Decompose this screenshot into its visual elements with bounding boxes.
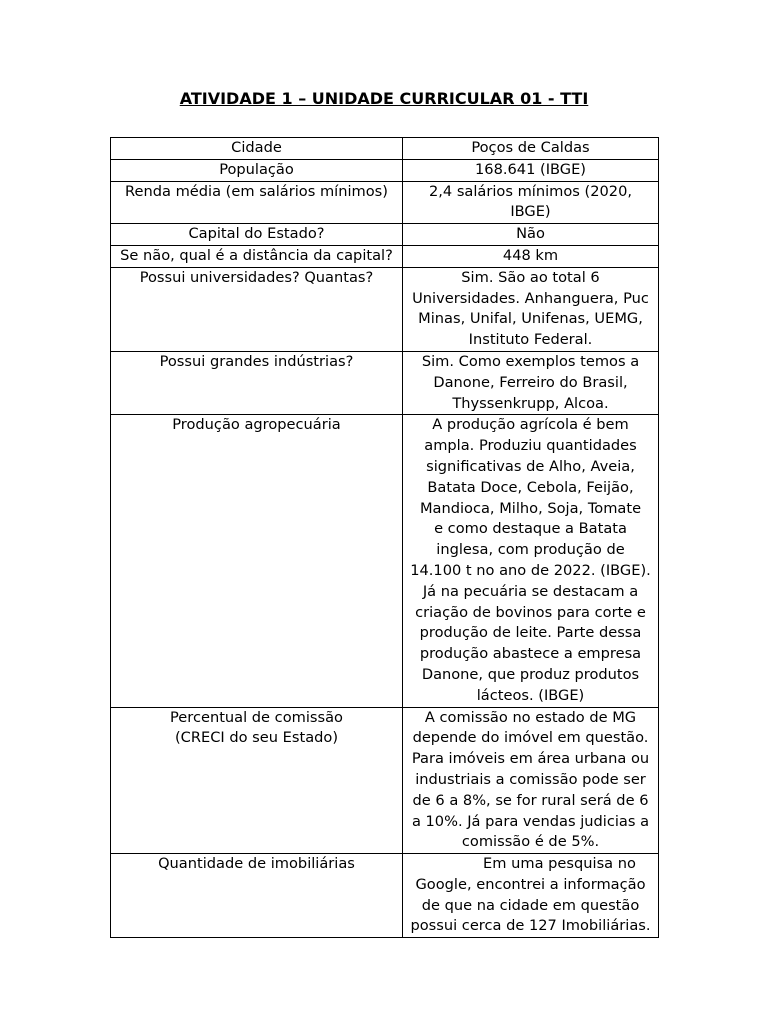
row-label-text: Cidade xyxy=(231,139,282,156)
row-label-cell xyxy=(111,159,403,181)
row-value-text: depende do imóvel em questão. xyxy=(412,729,649,747)
row-label-cell xyxy=(111,707,403,854)
table-row xyxy=(111,707,659,854)
row-value-text: Minas, Unifal, Unifenas, UEMG, xyxy=(418,310,643,328)
row-value-cell xyxy=(403,854,659,938)
row-label-cell xyxy=(111,415,403,707)
row-value-text: Em uma pesquisa no xyxy=(483,855,636,873)
row-value-text: de 6 a 8%, se for rural será de 6 xyxy=(412,791,649,809)
row-value-text: 448 km xyxy=(502,246,559,264)
row-label-cell xyxy=(111,138,403,160)
row-value-text: Instituto Federal. xyxy=(468,331,593,349)
row-value-text: Danone, Ferreiro do Brasil, xyxy=(433,373,628,391)
table-row xyxy=(111,245,659,267)
table-row xyxy=(111,138,659,160)
row-label-cell xyxy=(111,181,403,224)
row-label-cell xyxy=(111,245,403,267)
city-info-table-body xyxy=(111,138,659,938)
row-label-text: (CRECI do seu Estado) xyxy=(174,729,339,747)
row-value-text: e como destaque a Batata xyxy=(434,520,627,538)
row-value-cell xyxy=(403,159,659,181)
table-row xyxy=(111,224,659,246)
row-value-cell xyxy=(403,245,659,267)
city-info-table xyxy=(110,137,659,938)
row-value-cell xyxy=(403,707,659,854)
row-label-text: Possui grandes indústrias? xyxy=(159,352,354,370)
row-value-text: Mandioca, Milho, Soja, Tomate xyxy=(419,499,642,517)
row-value-text: industriais a comissão pode ser xyxy=(415,770,646,788)
row-value-text: comissão é de 5%. xyxy=(461,833,600,851)
row-value-text: A produção agrícola é bem xyxy=(432,416,629,434)
row-value-text: 14.100 t no ano de 2022. (IBGE). xyxy=(410,561,651,579)
row-label-cell xyxy=(111,224,403,246)
table-row xyxy=(111,159,659,181)
row-value-text: inglesa, com produção de xyxy=(436,541,625,559)
table-row xyxy=(111,267,659,351)
table-row xyxy=(111,181,659,224)
row-value-text: Para imóveis em área urbana ou xyxy=(411,750,650,768)
row-value-cell xyxy=(403,224,659,246)
row-value-text: lácteos. (IBGE) xyxy=(476,686,585,704)
row-label-text: População xyxy=(219,160,294,178)
row-value-text: 2,4 salários mínimos (2020, xyxy=(428,182,633,200)
row-label-text: Possui universidades? Quantas? xyxy=(139,268,374,286)
row-value-text: Já na pecuária se destacam a xyxy=(422,582,639,600)
row-value-text: Thyssenkrupp, Alcoa. xyxy=(452,394,609,412)
row-value-text: a 10%. Já para vendas judicias a xyxy=(411,812,650,830)
row-value-cell xyxy=(403,181,659,224)
row-label-text: Produção agropecuária xyxy=(172,416,341,434)
row-value-text: significativas de Alho, Aveia, xyxy=(426,457,635,475)
document-title: ATIVIDADE 1 – UNIDADE CURRICULAR 01 - TTI xyxy=(179,89,589,108)
row-value-text: Sim. São ao total 6 xyxy=(461,268,600,286)
table-row xyxy=(111,854,659,938)
row-label-text: Renda média (em salários mínimos) xyxy=(125,182,388,200)
row-label-cell xyxy=(111,854,403,938)
row-value-text: 168.641 (IBGE) xyxy=(475,160,586,178)
row-value-text: criação de bovinos para corte e xyxy=(415,603,646,621)
row-value-cell xyxy=(403,415,659,707)
row-label-cell xyxy=(111,267,403,351)
row-value-text: ampla. Produziu quantidades xyxy=(424,437,637,455)
row-label-text: Quantidade de imobiliárias xyxy=(158,855,355,873)
row-label-cell xyxy=(111,351,403,414)
row-value-text: produção abastece a empresa xyxy=(419,645,642,663)
row-value-cell xyxy=(403,351,659,414)
row-value-text: Danone, que produz produtos xyxy=(421,665,640,683)
row-value-text: Sim. Como exemplos temos a xyxy=(421,352,640,370)
row-value-cell xyxy=(403,267,659,351)
table-row xyxy=(111,351,659,414)
row-value-text: IBGE) xyxy=(510,203,551,221)
row-value-text: Google, encontrei a informação xyxy=(415,875,646,893)
row-value-text: produção de leite. Parte dessa xyxy=(419,624,642,642)
row-label-text: Percentual de comissão xyxy=(170,708,343,726)
row-label-text: Capital do Estado? xyxy=(188,225,325,243)
row-value-text: Poços de Caldas xyxy=(471,139,590,156)
row-label-text: Se não, qual é a distância da capital? xyxy=(120,246,393,264)
row-value-text: possui cerca de 127 Imobiliárias. xyxy=(410,917,651,935)
row-value-text: Não xyxy=(516,225,545,243)
row-value-text: Batata Doce, Cebola, Feijão, xyxy=(427,478,634,496)
row-value-text: Universidades. Anhanguera, Puc xyxy=(412,289,649,307)
row-value-text: de que na cidade em questão xyxy=(421,896,640,914)
row-value-text: A comissão no estado de MG xyxy=(424,708,637,726)
table-row xyxy=(111,415,659,707)
row-value-cell xyxy=(403,138,659,160)
